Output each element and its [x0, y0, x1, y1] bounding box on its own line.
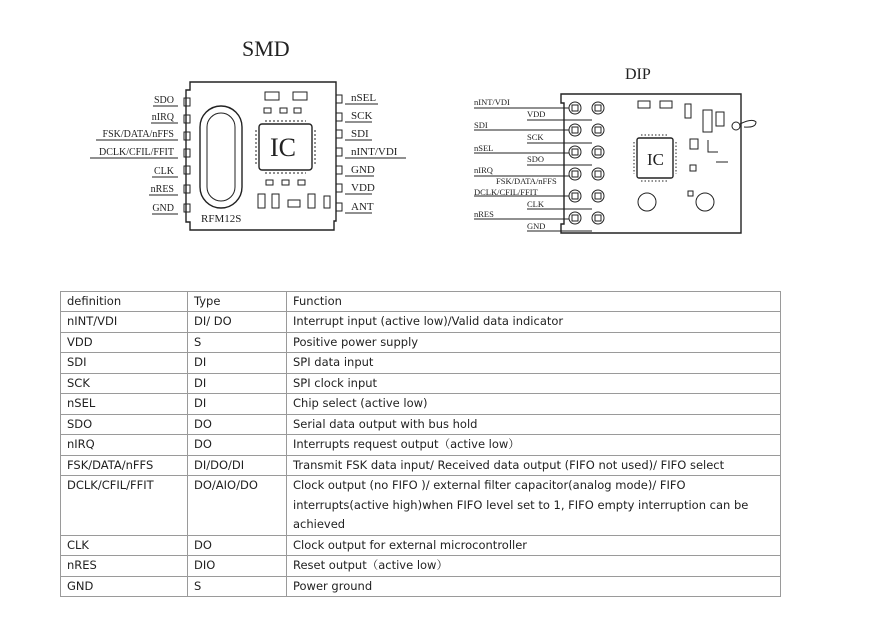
cell-type: DO: [188, 535, 287, 556]
dip-title: DIP: [625, 66, 651, 83]
cell-type: DO: [188, 435, 287, 456]
cell-type: DIO: [188, 556, 287, 577]
cell-definition: SDO: [61, 414, 188, 435]
cell-function: Interrupt input (active low)/Valid data indicator: [287, 312, 781, 333]
smd-left-pin-labels: [99, 95, 175, 214]
header-definition: definition: [61, 292, 188, 312]
table-row: [61, 414, 781, 435]
cell-definition: nSEL: [61, 394, 188, 415]
cell-function: Power ground: [287, 576, 781, 597]
table-row: [61, 576, 781, 597]
smd-pin-label: SCK: [351, 110, 373, 122]
dip-pin-label: SDO: [527, 154, 545, 164]
smd-pin-label: FSK/DATA/nFFS: [102, 129, 174, 140]
cell-type: DO: [188, 414, 287, 435]
table-row: [61, 556, 781, 577]
cell-function: SPI clock input: [287, 373, 781, 394]
smd-pin-label: GND: [152, 203, 174, 214]
smd-pin-label: nINT/VDI: [351, 146, 398, 158]
header-type: Type: [188, 292, 287, 312]
cell-definition: SCK: [61, 373, 188, 394]
table-row: [61, 535, 781, 556]
table-header-row: [61, 292, 781, 312]
dip-pin-labels: [474, 97, 557, 231]
cell-type: S: [188, 332, 287, 353]
smd-pin-label: DCLK/CFIL/FFIT: [98, 147, 174, 158]
smd-pin-label: nRES: [150, 184, 174, 195]
table-row: [61, 332, 781, 353]
cell-definition: FSK/DATA/nFFS: [61, 455, 188, 476]
smd-pin-label: nSEL: [351, 92, 377, 104]
dip-pin-label: nRES: [474, 209, 494, 219]
pinout-diagram: [0, 0, 882, 290]
cell-definition: DCLK/CFIL/FFIT: [61, 476, 188, 536]
smd-right-pin-labels: [351, 92, 398, 213]
cell-function: Reset output（active low）: [287, 556, 781, 577]
smd-pin-label: nIRQ: [151, 112, 174, 123]
table-row: [61, 476, 781, 536]
smd-pin-label: GND: [351, 164, 375, 176]
table-row: [61, 394, 781, 415]
header-function: Function: [287, 292, 781, 312]
smd-pin-label: CLK: [154, 166, 174, 177]
dip-pin-label: DCLK/CFIL/FFIT: [474, 187, 538, 197]
cell-function: Serial data output with bus hold: [287, 414, 781, 435]
dip-pin-label: nIRQ: [474, 165, 493, 175]
dip-pin-label: nSEL: [474, 143, 494, 153]
dip-pin-label: GND: [527, 221, 546, 231]
smd-module: [184, 82, 342, 230]
smd-pin-label: VDD: [351, 182, 375, 194]
cell-definition: nIRQ: [61, 435, 188, 456]
dip-ic-label: IC: [647, 150, 664, 169]
smd-pin-label: SDO: [153, 95, 174, 106]
table-row: [61, 353, 781, 374]
dip-pin-label: SCK: [527, 132, 544, 142]
cell-type: DO/AIO/DO: [188, 476, 287, 536]
pin-definition-table: [60, 291, 781, 597]
cell-function: Interrupts request output（active low）: [287, 435, 781, 456]
dip-pin-label: CLK: [527, 199, 544, 209]
cell-function: Transmit FSK data input/ Received data output (FIFO not used)/ FIFO select: [287, 455, 781, 476]
dip-pin-label: FSK/DATA/nFFS: [496, 176, 557, 186]
cell-type: DI/ DO: [188, 312, 287, 333]
cell-function: Clock output (no FIFO )/ external filter capacitor(analog mode)/ FIFO interrupts(active high)when FIFO level set to 1, FIFO empty interruption can be achieved: [287, 476, 781, 536]
table-row: [61, 435, 781, 456]
smd-pin-label: SDI: [351, 128, 369, 140]
cell-function: Chip select (active low): [287, 394, 781, 415]
cell-type: S: [188, 576, 287, 597]
cell-definition: VDD: [61, 332, 188, 353]
dip-module: [561, 94, 756, 233]
table-row: [61, 312, 781, 333]
smd-module-label: RFM12S: [201, 213, 242, 225]
smd-ic-label: IC: [270, 133, 296, 162]
cell-function: Clock output for external microcontroller: [287, 535, 781, 556]
cell-definition: nINT/VDI: [61, 312, 188, 333]
cell-type: DI: [188, 353, 287, 374]
smd-pin-label: ANT: [351, 201, 374, 213]
cell-definition: GND: [61, 576, 188, 597]
smd-title: SMD: [242, 36, 290, 61]
cell-type: DI: [188, 394, 287, 415]
cell-type: DI/DO/DI: [188, 455, 287, 476]
dip-pin-label: nINT/VDI: [474, 97, 510, 107]
table-row: [61, 455, 781, 476]
cell-type: DI: [188, 373, 287, 394]
cell-definition: CLK: [61, 535, 188, 556]
table-row: [61, 373, 781, 394]
dip-pin-label: VDD: [527, 109, 546, 119]
cell-definition: nRES: [61, 556, 188, 577]
cell-definition: SDI: [61, 353, 188, 374]
dip-pin-label: SDI: [474, 120, 488, 130]
cell-function: SPI data input: [287, 353, 781, 374]
cell-function: Positive power supply: [287, 332, 781, 353]
